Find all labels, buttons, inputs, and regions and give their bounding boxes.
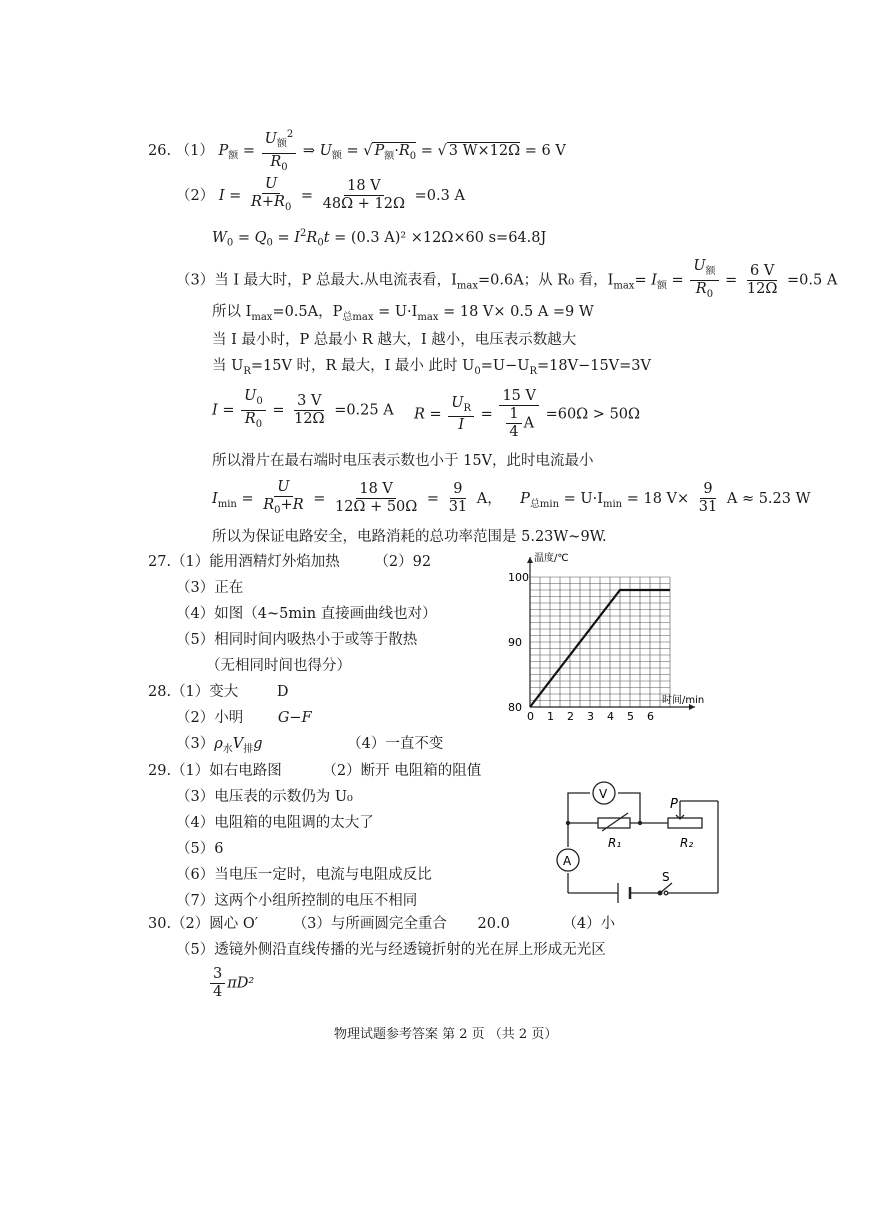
q27-answer3: （3）正在	[176, 580, 244, 596]
r2-label: R₂	[680, 836, 694, 850]
y-tick-label: 80	[508, 701, 522, 714]
q27-number: 27.	[148, 554, 172, 570]
q28-row2: （2）小明 G−F	[176, 710, 312, 726]
q29-answer5: （5）6	[176, 841, 224, 857]
junction-dot	[566, 821, 570, 825]
q27-answer5-note: （无相同时间也得分）	[206, 658, 351, 674]
y-axis-label: 温度/℃	[534, 553, 569, 564]
ammeter-label: A	[563, 854, 572, 868]
temperature-chart	[500, 545, 725, 730]
q26-work-line: $W_0 = Q_0 = I^2R_0t = (0.3$ A)² ×12Ω×60 s=64.8J	[212, 228, 547, 249]
switch-node	[658, 891, 662, 895]
q26-slider-note: 所以滑片在最右端时电压表示数也小于 15V，此时电流最小	[212, 453, 594, 469]
q28-number: 28.	[148, 684, 172, 700]
y-tick-label: 90	[508, 636, 522, 649]
slider-label: P	[670, 797, 678, 812]
q29-answer3: （3）电压表的示数仍为 U₀	[176, 789, 353, 805]
formula-fraction: 15 V $\frac{1}{4}$ A	[499, 388, 539, 441]
switch-label: S	[662, 870, 670, 884]
formula-fraction: $\frac{9}{31}$	[698, 481, 718, 516]
q26-number: 26.	[148, 142, 172, 159]
q26-conclusion: 所以为保证电路安全，电路消耗的总功率范围是 5.23W~9W.	[212, 529, 607, 545]
chart-grid	[530, 577, 670, 707]
q26-part2-label: （2）	[176, 187, 215, 204]
q26-max-power: 所以 $I_{max}=0.5A$，$P_{总max} = U\cdot I_{max} = 18$ V× 0.5 A =9 W	[212, 304, 594, 323]
q30-row1: 30.（2）圆心 O′ （3）与所画圆完全重合 20.0 （4）小	[148, 916, 616, 932]
q26-min-note: 当 I 最小时，P 总最小 R 越大，I 越小，电压表示数越大	[212, 332, 577, 348]
x-tick-label: 2	[567, 710, 574, 723]
formula-fraction: $\frac{6 V}{12\Omega}$	[746, 262, 778, 297]
q29-number: 29.	[148, 763, 172, 779]
y-axis-arrow	[527, 557, 533, 563]
q29-answer4: （4）电阻箱的电阻调的太大了	[176, 815, 374, 831]
x-tick-label: 1	[547, 710, 554, 723]
q26-part1-result: = 6 V	[524, 142, 566, 159]
q26-part2: （2） I = $\frac{U}{R+R_0}$ = $\frac{18 V}{48\Omega + 12\Omega}$ =0.3 A	[176, 176, 465, 216]
q28-row1: 28.（1）变大 D	[148, 684, 289, 700]
r1-label: R₁	[608, 836, 622, 850]
page-footer: 物理试题参考答案 第 2 页 （共 2 页）	[334, 1027, 558, 1042]
formula-fraction: $\frac{U_额^2}{R_0}$	[262, 126, 297, 176]
formula-fraction: $\frac{18 V}{12\Omega + 50\Omega}$	[334, 481, 418, 516]
x-tick-label: 5	[627, 710, 634, 723]
x-tick-label: 3	[587, 710, 594, 723]
formula-fraction: $\frac{U_额}{R_0}$	[690, 258, 718, 303]
q26-sqrt-value: 3 W×12Ω	[448, 142, 521, 159]
formula-fraction: $\frac{U_0}{R_0}$	[241, 388, 266, 433]
q29-row1: 29.（1）如右电路图 （2）断开 电阻箱的阻值	[148, 763, 482, 779]
formula-fraction: $\frac{U_R}{I}$	[448, 395, 474, 435]
q29-answer7: （7）这两个小组所控制的电压不相同	[176, 893, 418, 909]
formula-fraction: $\frac{18 V}{48\Omega + 12\Omega}$	[322, 178, 406, 213]
voltmeter-label: V	[599, 787, 608, 801]
q27-answer5: （5）相同时间内吸热小于或等于散热	[176, 632, 418, 648]
q26-part1: 26. （1） $P_额$ = $\frac{U_额^2}{R_0}$ ⇒ $U_额$ = √ $P_额\cdot R_0$ = √ 3 W×12Ω = 6 V	[148, 126, 566, 176]
circuit-diagram	[550, 775, 730, 905]
y-tick-label: 100	[508, 571, 529, 584]
formula-fraction: $\frac{U}{R_0+R}$	[263, 479, 304, 516]
q29-answer6: （6）当电压一定时，电流与电阻成反比	[176, 867, 432, 883]
q26-current-line: I = $\frac{U_0}{R_0}$ = $\frac{3 V}{12\Omega}$ =0.25 A	[212, 388, 394, 433]
q30-area-formula: $\frac{3}{4}$ πD²	[208, 966, 254, 1001]
x-tick-label: 0	[527, 710, 534, 723]
junction-dot	[638, 821, 642, 825]
resistor-r2	[668, 818, 702, 828]
q27-answer4: （4）如图（4~5min 直接画曲线也对）	[176, 606, 437, 622]
x-tick-label: 4	[607, 710, 614, 723]
formula-fraction: $\frac{3 V}{12\Omega}$	[294, 392, 325, 427]
q26-resistance-line: R = $\frac{U_R}{I}$ = 15 V $\frac{1}{4}$ A =60Ω > 50Ω	[414, 388, 641, 440]
q28-row3: $(3)\rho_水V_排g$ （4）一直不变	[176, 736, 444, 755]
circuit-wire	[568, 793, 590, 823]
q26-part2-result: =0.3 A	[414, 187, 465, 204]
x-axis-label: 时间/min	[662, 695, 705, 706]
formula-fraction: $\frac{U}{R+R_0}$	[250, 176, 292, 213]
q27-row1: 27.（1）能用酒精灯外焰加热 （2）92	[148, 554, 432, 570]
q26-part1-label: （1）	[175, 142, 214, 159]
q30-answer5: （5）透镜外侧沿直线传播的光与经透镜折射的光在屏上形成无光区	[176, 942, 606, 958]
q26-imin-line: $I_{min}$ = $\frac{U}{R_0+R}$ = $\frac{18 V}{12\Omega + 50\Omega}$ = $\frac{9}{31}$ A， $P_{总min} = U\cdot I_{min} = 18$ V× $\frac{9}{31}$ A ≈ 5.23 W	[212, 479, 811, 519]
switch-node	[664, 891, 668, 895]
x-tick-label: 6	[647, 710, 654, 723]
q30-number: 30.	[148, 916, 172, 932]
q26-part3: （3）当 I 最大时，P 总最大.从电流表看，$I_{max}=0.6A$；从 R₀ 看，$I_{max}= I_额$ = $\frac{U_额}{R_0}$ = $\frac{6 V}{12\Omega}$ =0.5 A	[176, 258, 837, 303]
q26-ur-line: 当 $U_R=15V$ 时，R 最大，I 最小 此时 $U_0=U-U_R=18V-15V=3V$	[212, 358, 652, 377]
formula-fraction: $\frac{9}{31}$	[448, 481, 468, 516]
